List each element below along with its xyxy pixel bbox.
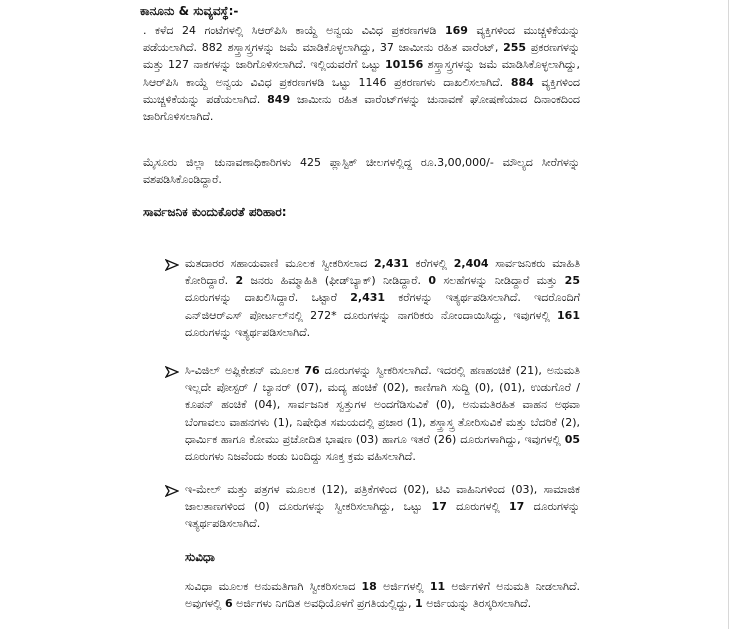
text-run: ಸುವಿಧಾ ಮೂಲಕ ಅನುಮತಿಗಾಗಿ ಸ್ವೀಕರಿಸಲಾದ <box>185 580 356 593</box>
count-value: 2,431 <box>374 257 409 270</box>
count-value: 884 <box>510 75 534 89</box>
text-run: ಕರೆಗಳನ್ನು ಇತ್ಯರ್ಥಪಡಿಸಲಾಗಿದೆ. ಇದರೊಂದಿಗೆ ಎನ್‌ಜಿಆರ್‌ಎಸ್ ಪೋರ್ಟಲ್‌ನಲ್ಲಿ 272* ದೂರುಗಳನ್ನು ನಾಗರಿಕರು ನೋಂದಾಯಿಸಿದ್ದು, ಇವುಗಳಲ್ಲಿ <box>185 291 581 322</box>
count-value: 1 <box>415 597 423 611</box>
suvidha-paragraph <box>185 578 580 612</box>
text-run: ಶಸ್ತ್ರಾಸ್ತ್ರಗಳನ್ನು ಜಮೆ ಮಾಡಿಸಿಕೊಳ್ಳಲಾಗಿದ್ದು, ಸಿಆರ್‌ಪಿಸಿ ಕಾಯ್ದೆ ಅನ್ವಯ ವಿವಿಧ ಪ್ರಕರಣಗಳಡಿ ಒಟ್ಟು 1146 ಪ್ರಕರಣಗಳು ದಾಖಲಿಸಲಾಗಿದೆ. <box>143 58 581 89</box>
email-bullet <box>185 481 580 533</box>
text-run: ಅರ್ಜಿಗಳಿಗೆ ಅನುಮತಿ ನೀಡಲಾಗಿದೆ. ಅವುಗಳಲ್ಲಿ <box>185 580 581 611</box>
count-value: 11 <box>429 580 446 593</box>
count-value: 18 <box>361 580 377 593</box>
count-value: 05 <box>564 432 581 446</box>
text-run: ದೂರುಗಳನ್ನು ಇತ್ಯರ್ಥಪಡಿಸಲಾಗಿದೆ. <box>185 500 580 531</box>
text-run: ವ್ಯಕ್ತಿಗಳಿಂದ ಮುಚ್ಚಳಿಕೆಯನ್ನು ಪಡೆಯಲಾಗಿದೆ. 882 ಶಸ್ತ್ರಾಸ್ತ್ರಗಳನ್ನು ಜಮೆ ಮಾಡಿಕೊಳ್ಳಲಾಗಿದ್ದು, 37 ಜಾಮೀನು ರಹಿತ ವಾರೆಂಟ್, <box>143 24 580 55</box>
arrow-bullet-icon <box>165 259 179 271</box>
count-value: 17 <box>508 500 525 514</box>
text-run: ವ್ಯಕ್ತಿಗಳಿಂದ ಮುಚ್ಚಳಿಕೆಯನ್ನು ಪಡೆಯಲಾಗಿದೆ. <box>143 75 581 106</box>
law-order-paragraph <box>143 22 580 125</box>
cvigil-bullet <box>185 362 580 465</box>
count-value: 2,431 <box>350 291 386 305</box>
text-run: ಜಾಮೀನು ರಹಿತ ವಾರೆಂಟ್‌ಗಳನ್ನು ಚುನಾವಣೆ ಘೋಷಣೆಯಾದ ದಿನಾಂಕದಿಂದ ಜಾರಿಗೊಳಿಸಲಾಗಿದೆ. <box>143 92 581 124</box>
text-run: ಇ-ಮೇಲ್ ಮತ್ತು ಪತ್ರಗಳ ಮೂಲಕ (12), ಪತ್ರಿಕೆಗಳಿಂದ (02), ಟಿವಿ ವಾಹಿನಿಗಳಿಂದ (03), ಸಾಮಾಜಿಕ ಜಾಲತಾಣಗಳಿಂದ (0) ದೂರುಗಳನ್ನು ಸ್ವೀಕರಿಸಲಾಗಿದ್ದು, ಒಟ್ಟು <box>185 483 580 514</box>
text-run: ಸಾರ್ವಜನಿಕರು ಮಾಹಿತಿ ಕೋರಿದ್ದಾರೆ. <box>185 257 581 288</box>
suvidha-heading: ಸುವಿಧಾ <box>185 550 215 564</box>
text-run: ಜನರು ಹಿಮ್ಮಾಹಿತಿ (ಫೀಡ್‌ಬ್ಯಾಕ್) ನೀಡಿದ್ದಾರೆ. <box>250 274 421 288</box>
text-run: . ಕಳೆದ 24 ಗಂಟೆಗಳಲ್ಲಿ ಸಿಆರ್‌ಪಿಸಿ ಕಾಯ್ದೆ ಅನ್ವಯ ವಿವಿಧ ಪ್ರಕರಣಗಳಡಿ <box>143 24 437 37</box>
text-run: ಮತದಾರರ ಸಹಾಯವಾಣಿ ಮೂಲಕ ಸ್ವೀಕರಿಸಲಾದ <box>185 257 368 270</box>
count-value: 169 <box>444 24 468 37</box>
text-run: ಅರ್ಜಿಗಳಲ್ಲಿ <box>383 580 424 593</box>
text-run: ದೂರುಗಳನ್ನು ಸ್ವೀಕರಿಸಲಾಗಿದೆ. ಇದರಲ್ಲಿ ಹಣಹಂಚಿಕೆ (21), ಅನುಮತಿ ಇಲ್ಲದೇ ಪೋಸ್ಟರ್ / ಬ್ಯಾನರ್ (07), ಮದ್ಯ ಹಂಚಿಕೆ (02), ಕಾಣಿಗಾಗಿ ಸುದ್ದಿ (0), (01), ಉಡುಗೊರೆ / ಕೂಪನ್ ಹಂಚಿಕೆ (04), ಸಾರ್ವಜನಿಕ ಸ್ವತ್ತುಗಳ ಅಂದಗೆಡಿಸುವಿಕೆ (0), ಅನುಮತಿರಹಿತ ವಾಹನ ಅಥವಾ ಬೆಂಗಾವಲು ವಾಹನಗಳು (1), ನಿಷೇಧಿತ ಸಮಯದಲ್ಲಿ ಪ್ರಚಾರ (1), ಶಸ್ತ್ರಾಸ್ತ್ರ ತೋರಿಸುವಿಕೆ ಮತ್ತು ಬೆದರಿಕೆ (2), ಧಾರ್ಮಿಕ ಹಾಗೂ ಕೋಮು ಪ್ರಚೋದಿತ ಭಾಷಣ (03) ಹಾಗೂ ಇತರೆ (26) ದೂರುಗಳಾಗಿದ್ದು, ಇವುಗಳಲ್ಲಿ <box>185 364 580 446</box>
text-run: ದೂರುಗಳನ್ನು ಇತ್ಯರ್ಥಪಡಿಸಲಾಗಿದೆ. <box>185 325 311 339</box>
helpline-bullet <box>185 255 580 341</box>
count-value: 255 <box>503 41 527 55</box>
text-run: ಸಿ-ವಿಜಿಲ್ ಅಪ್ಲಿಕೇಶನ್ ಮೂಲಕ <box>185 364 300 377</box>
count-value: 17 <box>431 500 447 514</box>
count-value: 0 <box>428 274 436 288</box>
count-value: 2,404 <box>453 257 489 270</box>
text-run: ಪ್ರಕರಣಗಳನ್ನು ಮತ್ತು 127 ನಾಕಗಳನ್ನು ಜಾರಿಗೊಳಿಸಲಾಗಿದೆ. ಇಲ್ಲಿಯವರೆಗೆ ಒಟ್ಟು <box>143 41 581 72</box>
saree-seizure-paragraph: ಮೈಸೂರು ಜಿಲ್ಲಾ ಚುನಾವಣಾಧಿಕಾರಿಗಳು 425 ಪ್ಲಾಸ್ಟಿಕ್ ಚೀಲಗಳಲ್ಲಿದ್ದ ರೂ.3,00,000/- ಮೌಲ್ಯದ ಸೀರೆಗಳನ್ನು ವಶಪಡಿಸಿಕೊಂಡಿದ್ದಾರೆ. <box>143 156 580 187</box>
count-value: 76 <box>304 364 320 377</box>
text-run: ಕರೆಗಳಲ್ಲಿ <box>415 257 447 270</box>
text-run: ದೂರುಗಳನ್ನು ದಾಖಲಿಸಿದ್ದಾರೆ. ಒಟ್ಟಾರೆ <box>185 291 338 305</box>
count-value: 10156 <box>384 58 424 72</box>
text-run: ಅರ್ಜಿಗಳು ನಿಗದಿತ ಅವಧಿಯೊಳಗೆ ಪ್ರಗತಿಯಲ್ಲಿದ್ದು, <box>236 597 412 611</box>
text-run: ಅರ್ಜಿಯನ್ನು ತಿರಸ್ಕರಿಸಲಾಗಿದೆ. <box>426 597 532 611</box>
law-order-heading: ಕಾನೂನು & ಸುವ್ಯವಸ್ಥೆ:- <box>140 4 239 18</box>
text-run: ದೂರುಗಳಲ್ಲಿ <box>456 500 500 514</box>
text-run: ದೂರುಗಳು ನಿಜವೆಂದು ಕಂಡು ಬಂದಿದ್ದು ಸೂಕ್ತ ಕ್ರಮ ವಹಿಸಲಾಗಿದೆ. <box>185 450 416 464</box>
count-value: 161 <box>557 308 580 322</box>
count-value: 6 <box>224 597 233 611</box>
grievance-heading: ಸಾರ್ವಜನಿಕ ಕುಂದುಕೊರತೆ ಪರಿಹಾರ: <box>143 205 287 219</box>
count-value: 25 <box>564 274 580 288</box>
text-run: ಸಲಹೆಗಳನ್ನು ನೀಡಿದ್ದಾರೆ ಮತ್ತು <box>443 274 558 288</box>
count-value: 849 <box>267 92 291 106</box>
arrow-bullet-icon <box>165 485 179 497</box>
page-edge-line <box>728 0 729 629</box>
count-value: 2 <box>235 274 244 288</box>
arrow-bullet-icon <box>165 366 179 378</box>
